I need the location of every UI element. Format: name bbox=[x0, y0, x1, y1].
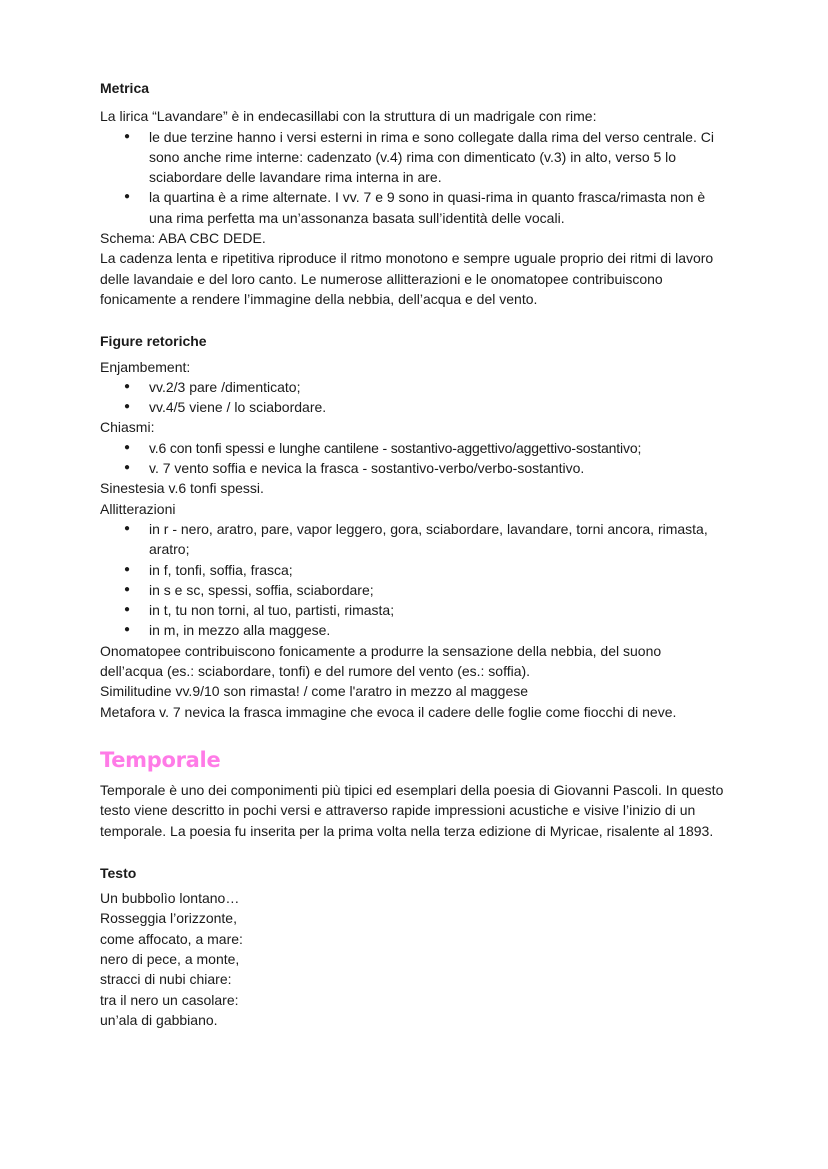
enjambement-label: Enjambement: bbox=[100, 358, 191, 375]
figure-heading: Figure retoriche bbox=[100, 333, 207, 350]
list-item: ● v. 7 vento soffia e nevica la frasca - sostantivo-verbo/verbo-sostantivo. bbox=[149, 458, 728, 478]
list-item: ● in t, tu non torni, al tuo, partisti, rimasta; bbox=[149, 600, 728, 620]
list-item: ● vv.4/5 viene / lo sciabordare. bbox=[149, 397, 728, 417]
chiasmi-list bbox=[100, 438, 728, 479]
allitterazioni-list bbox=[100, 519, 728, 641]
poem-block bbox=[100, 888, 728, 1030]
poem-line: come affocato, a mare: bbox=[100, 930, 243, 947]
poem-line: Un bubbolìo lontano… bbox=[100, 890, 240, 907]
metrica-schema: Schema: ABA CBC DEDE. bbox=[100, 230, 266, 247]
list-item: ● in f, tonfi, soffia, frasca; bbox=[149, 560, 728, 580]
poem-line: stracci di nubi chiare: bbox=[100, 971, 232, 988]
onomatopee-text: Onomatopee contribuiscono fonicamente a produrre la sensazione della nebbia, del suono dell’acqua (es.: sciabordare, tonfi) e del rumore del vento (es.: soffia). bbox=[100, 642, 662, 680]
temporale-title: Temporale bbox=[100, 747, 221, 772]
poem-line: nero di pece, a monte, bbox=[100, 950, 240, 967]
enjambement-list bbox=[100, 377, 728, 418]
metrica-heading: Metrica bbox=[100, 80, 150, 96]
poem-line: Rosseggia l’orizzonte, bbox=[100, 910, 237, 927]
poem-line: tra il nero un casolare: bbox=[100, 991, 239, 1008]
metrica-cadenza: La cadenza lenta e ripetitiva riproduce il ritmo monotono e sempre uguale proprio dei ritmi di lavoro delle lavandaie e del loro canto. Le numerose allitterazioni e le onomatopee contribuiscono fonicamente a rendere l’immagine della nebbia, dell’acqua e del vento. bbox=[100, 250, 714, 307]
testo-heading: Testo bbox=[100, 864, 137, 881]
metrica-intro: La lirica “Lavandare” è in endecasillabi con la struttura di un madrigale con rime: bbox=[100, 108, 597, 125]
list-item: ● in m, in mezzo alla maggese. bbox=[149, 620, 728, 640]
list-item: ● le due terzine hanno i versi esterni in rima e sono collegate dalla rima del verso centrale. Ci sono anche rime interne: cadenzato (v.4) rima con dimenticato (v.3) in alto, verso 5 lo sciabordare delle lavandare rima interna in are. bbox=[149, 127, 728, 188]
list-item: ● la quartina è a rime alternate. I vv. 7 e 9 sono in quasi-rima in quanto frasca/rimasta non è una rima perfetta ma un’assonanza basata sull’identità delle vocali. bbox=[149, 187, 728, 228]
metrica-bullet-list bbox=[100, 127, 728, 228]
document-page bbox=[100, 78, 728, 1030]
list-item: ● vv.2/3 pare /dimenticato; bbox=[149, 377, 728, 397]
chiasmi-label: Chiasmi: bbox=[100, 419, 155, 436]
list-item: ● in r - nero, aratro, pare, vapor leggero, gora, sciabordare, lavandare, torni ancora, rimasta, aratro; bbox=[149, 519, 728, 560]
allitterazioni-label: Allitterazioni bbox=[100, 500, 176, 517]
sinestesia-text: Sinestesia v.6 tonfi spessi. bbox=[100, 480, 264, 497]
temporale-intro: Temporale è uno dei componimenti più tipici ed esemplari della poesia di Giovanni Pascoli. In questo testo viene descritto in pochi versi e attraverso rapide impressioni acustiche e visive l’inizio di un temporale. La poesia fu inserita per la prima volta nella terza edizione di Myricae, risalente al 1893. bbox=[100, 781, 724, 839]
list-item: ● in s e sc, spessi, soffia, sciabordare; bbox=[149, 580, 728, 600]
list-item: ● v.6 con tonfi spessi e lunghe cantilene - sostantivo-aggettivo/aggettivo-sostantivo; bbox=[149, 438, 728, 458]
similitudine-text: Similitudine vv.9/10 son rimasta! / come l'aratro in mezzo al maggese bbox=[100, 683, 529, 700]
poem-line: un’ala di gabbiano. bbox=[100, 1011, 218, 1028]
metafora-text: Metafora v. 7 nevica la frasca immagine che evoca il cadere delle foglie come fiocchi di neve. bbox=[100, 703, 677, 720]
